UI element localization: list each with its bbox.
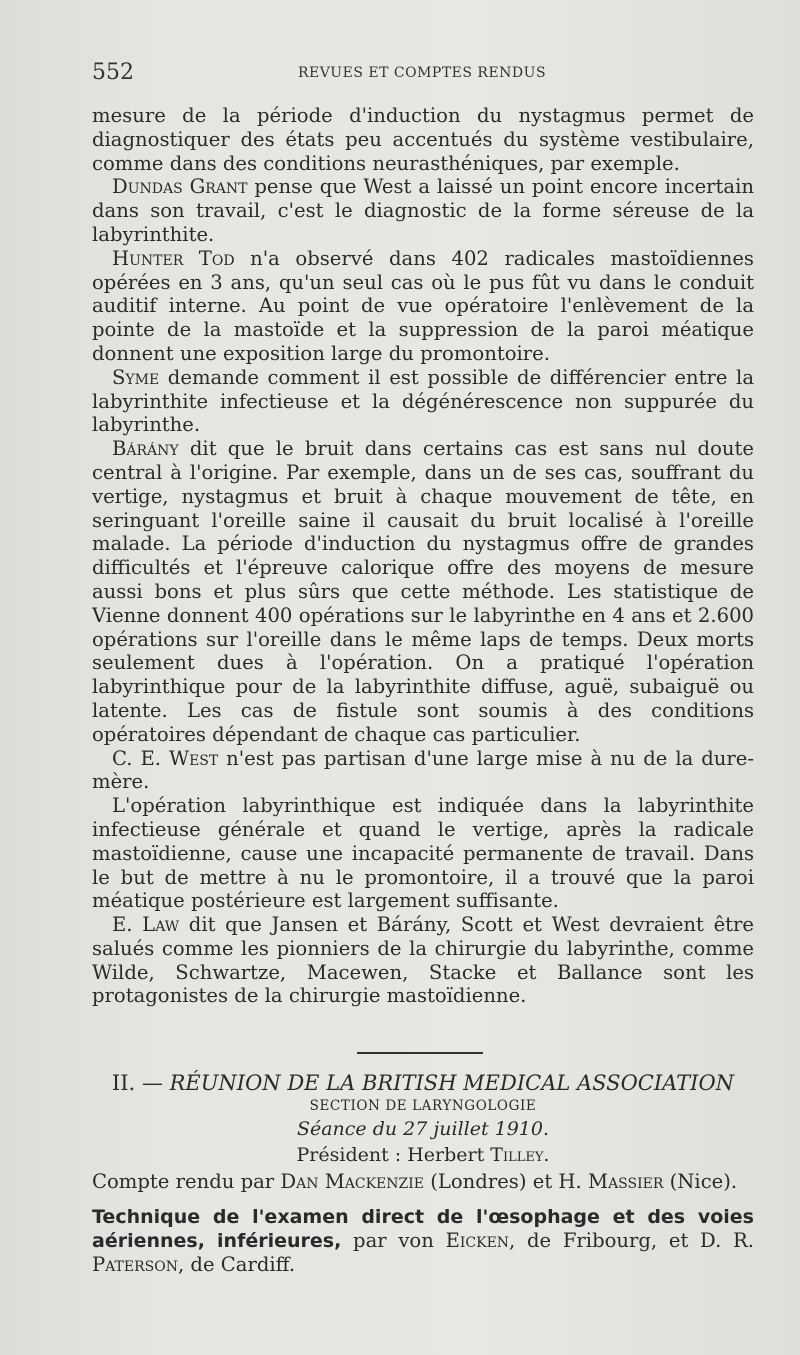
session-date: Séance du 27 juillet 1910.	[296, 1118, 550, 1140]
speaker-name: E. Law	[112, 913, 180, 937]
paragraph: Dundas Grant pense que West a laissé un point encore incertain dans son travail, c'est le diagnostic de la forme séreuse de la labyrinthite.	[92, 175, 754, 246]
speaker-name: Syme	[112, 365, 160, 389]
president-line: Président : Herbert Tilley.	[296, 1144, 550, 1166]
speaker-name: C. E. West	[112, 746, 219, 770]
speaker-name: Hunter Tod	[112, 246, 235, 270]
section-heading-block	[92, 1070, 754, 1277]
paragraph: C. E. West n'est pas partisan d'une large mise à nu de la dure-mère.	[92, 746, 754, 794]
article-heading: Technique de l'examen direct de l'œsophage et des voies aériennes, inférieures, par von Eicken, de Fribourg, et D. R. Paterson, de Cardiff.	[92, 1206, 754, 1276]
paragraph: Syme demande comment il est possible de différencier entre la labyrinthite infectieuse et la dégénérescence non suppurée du labyrinthe.	[92, 365, 754, 437]
article-title: Technique de l'examen direct de l'œsophage et des voies aériennes, inférieures,	[92, 1206, 754, 1252]
paragraph: mesure de la période d'induction du nystagmus permet de diagnostiquer des états peu accentués du système vestibulaire, comme dans des conditions neurasthéniques, par exemple.	[92, 104, 754, 175]
paragraph: Bárány dit que le bruit dans certains cas est sans nul doute central à l'origine. Par exemple, dans un de ses cas, souffrant du vertige, nystagmus et bruit à chaque mouvement de tête, en seringuant l'oreille saine il causait du bruit localisé à l'oreille malade. La période d'induction du nystagmus offre de grandes difficultés et l'épreuve calorique offre des moyens de mesure aussi bons et plus sûrs que cette méthode. Les statistique de Vienne donnent 400 opérations sur le labyrinthe en 4 ans et 2.600 opérations sur l'oreille dans le même laps de temps. Deux morts seulement dues à l'opération. On a pratiqué l'opération labyrinthique pour de la labyrinthite diffuse, aguë, subaiguë ou latente. Les cas de fistule sont soumis à des conditions opératoires dépendant de chaque cas particulier.	[92, 437, 754, 746]
section-divider	[357, 1052, 483, 1054]
article-body	[92, 104, 754, 1008]
section-subtitle: SECTION DE LARYNGOLOGIE	[309, 1098, 537, 1114]
paragraph: Hunter Tod n'a observé dans 402 radicales mastoïdiennes opérées en 3 ans, qu'un seul cas où le pus fût vu dans le conduit auditif interne. Au point de vue opératoire l'enlèvement de la pointe de la mastoïde et la suppression de la paroi méatique donnent une exposition large du promontoire.	[92, 246, 754, 365]
paragraph: E. Law dit que Jansen et Bárány, Scott et West devraient être salués comme les pionniers de la chirurgie du labyrinthe, comme Wilde, Schwartze, Macewen, Stacke et Ballance sont les protagonistes de la chirurgie mastoïdienne.	[92, 913, 754, 1008]
page-number: 552	[92, 60, 134, 85]
section-title: II. — RÉUNION DE LA BRITISH MEDICAL ASSOCIATION	[111, 1071, 735, 1095]
paragraph: L'opération labyrinthique est indiquée dans la labyrinthite infectieuse générale et quand le vertige, après la radicale mastoïdienne, cause une incapacité permanente de travail. Dans le but de mettre à nu le promontoire, il a trouvé que la paroi méatique postérieure est largement suffisante.	[92, 794, 754, 913]
report-credit: Compte rendu par Dan Mackenzie (Londres) et H. Massier (Nice).	[92, 1170, 738, 1193]
running-title: REVUES ET COMPTES RENDUS	[297, 65, 547, 81]
speaker-name: Dundas Grant	[112, 175, 248, 199]
page-header	[92, 60, 752, 90]
speaker-name: Bárány	[112, 437, 179, 461]
